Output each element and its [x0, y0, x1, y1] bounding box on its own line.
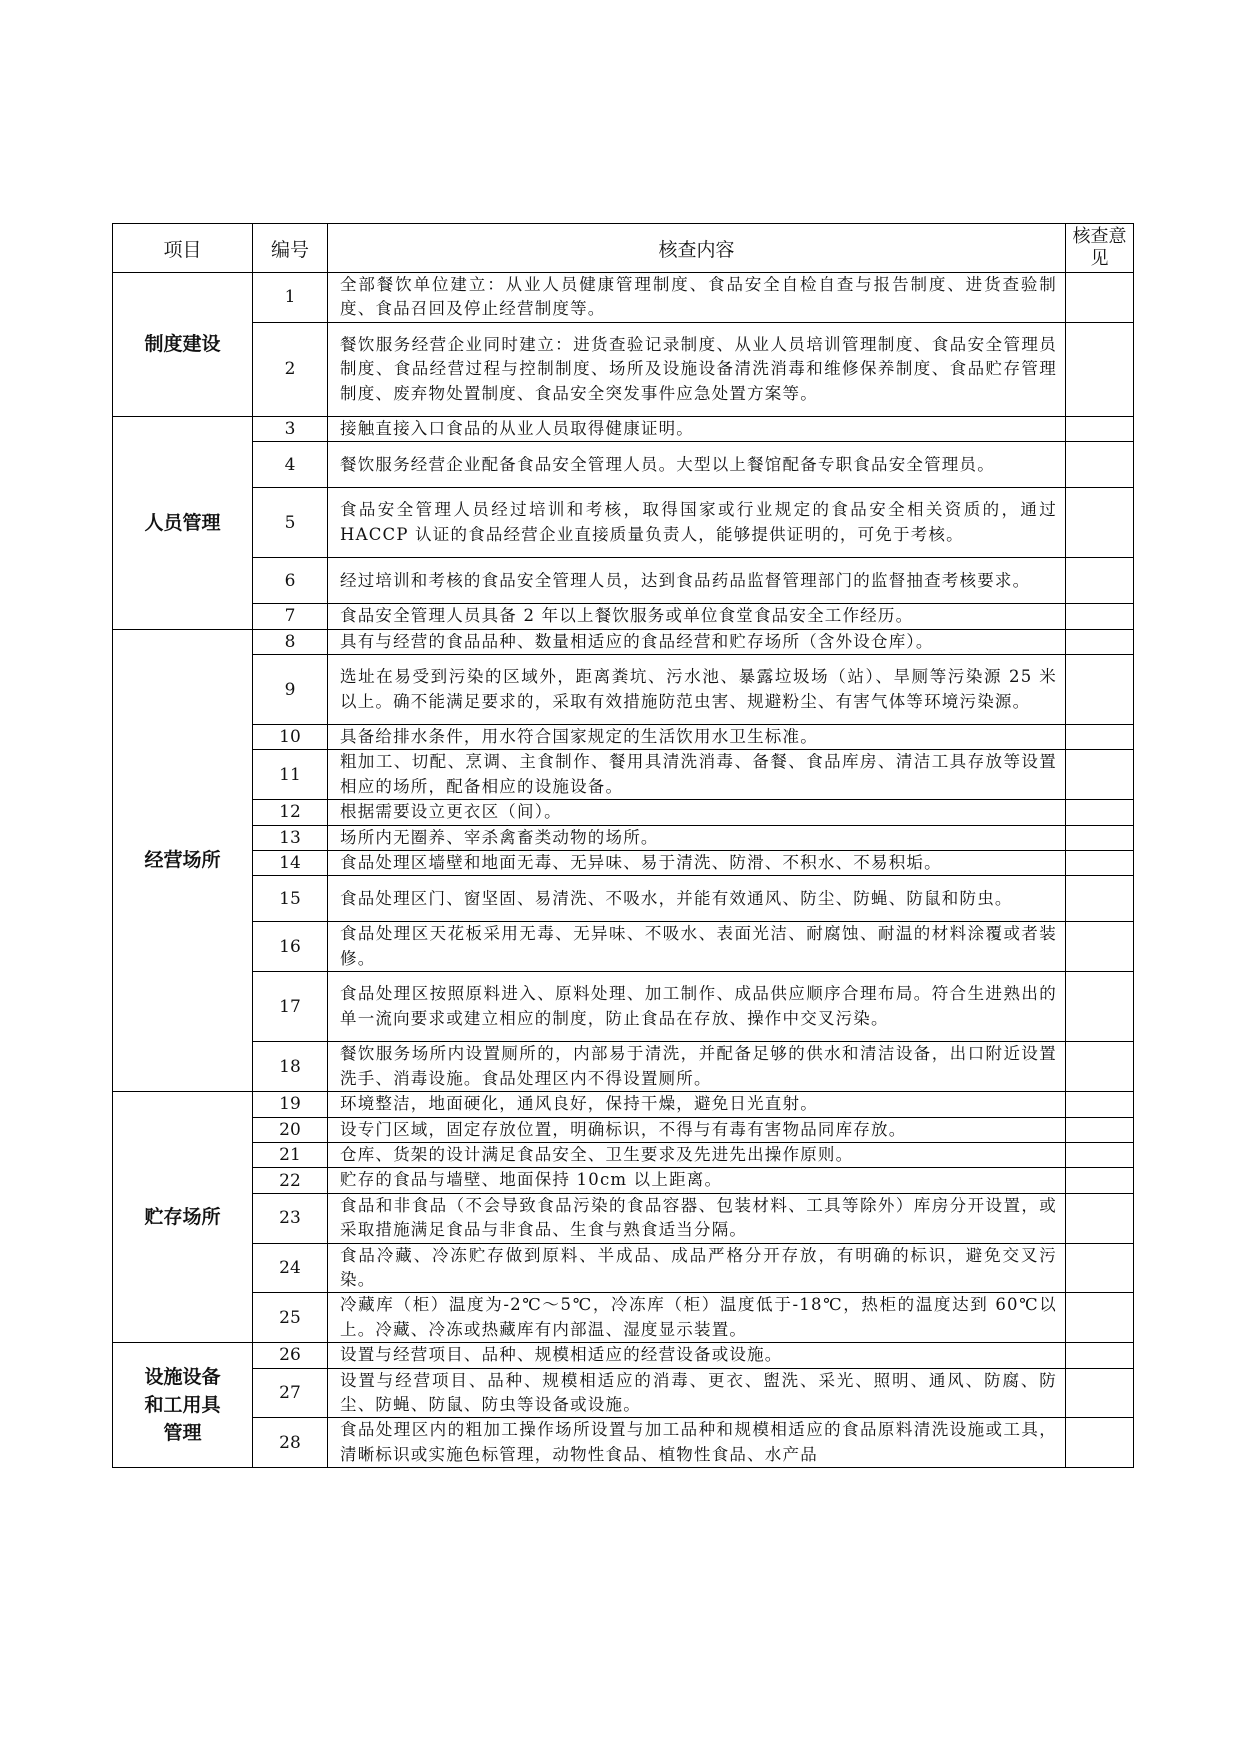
table-row: [113, 972, 1134, 1042]
category-label: 经营场所: [144, 849, 221, 872]
item-content: 经过培训和考核的食品安全管理人员，达到食品药品监督管理部门的监督抽查考核要求。: [328, 558, 1066, 604]
opinion-cell[interactable]: [1066, 273, 1134, 323]
item-number: 23: [253, 1193, 328, 1243]
table-row: [113, 922, 1134, 972]
opinion-cell[interactable]: [1066, 1117, 1134, 1142]
table-row: [113, 750, 1134, 800]
item-number: 2: [253, 322, 328, 416]
item-content: 接触直接入口食品的从业人员取得健康证明。: [328, 416, 1066, 441]
category-label: 人员管理: [144, 511, 221, 534]
item-number: 20: [253, 1117, 328, 1142]
item-content: 粗加工、切配、烹调、主食制作、餐用具清洗消毒、备餐、食品库房、清洁工具存放等设置相应的场所，配备相应的设施设备。: [328, 750, 1066, 800]
item-number: 19: [253, 1092, 328, 1117]
table-row: [113, 1243, 1134, 1293]
opinion-cell[interactable]: [1066, 1042, 1134, 1092]
item-content: 餐饮服务经营企业配备食品安全管理人员。大型以上餐馆配备专职食品安全管理员。: [328, 442, 1066, 488]
item-number: 22: [253, 1168, 328, 1193]
opinion-cell[interactable]: [1066, 725, 1134, 750]
item-content: 具有与经营的食品品种、数量相适应的食品经营和贮存场所（含外设仓库）。: [328, 629, 1066, 654]
item-number: 16: [253, 922, 328, 972]
opinion-cell[interactable]: [1066, 629, 1134, 654]
opinion-cell[interactable]: [1066, 1293, 1134, 1343]
item-content: 食品冷藏、冷冻贮存做到原料、半成品、成品严格分开存放，有明确的标识，避免交叉污染。: [328, 1243, 1066, 1293]
opinion-cell[interactable]: [1066, 1368, 1134, 1418]
table-row: [113, 655, 1134, 725]
item-number: 24: [253, 1243, 328, 1293]
header-opinion: 核查意见: [1066, 224, 1134, 273]
table-row: [113, 825, 1134, 850]
table-header-row: [113, 224, 1134, 273]
header-project: 项目: [113, 224, 253, 273]
table-row: [113, 604, 1134, 629]
table-row: [113, 1343, 1134, 1368]
header-content: 核查内容: [328, 224, 1066, 273]
item-number: 7: [253, 604, 328, 629]
item-number: 21: [253, 1142, 328, 1167]
item-content: 具备给排水条件，用水符合国家规定的生活饮用水卫生标准。: [328, 725, 1066, 750]
item-number: 10: [253, 725, 328, 750]
item-number: 4: [253, 442, 328, 488]
table-row: [113, 442, 1134, 488]
item-content: 场所内无圈养、宰杀禽畜类动物的场所。: [328, 825, 1066, 850]
item-content: 设置与经营项目、品种、规模相适应的经营设备或设施。: [328, 1343, 1066, 1368]
table-row: [113, 629, 1134, 654]
opinion-cell[interactable]: [1066, 604, 1134, 629]
item-number: 18: [253, 1042, 328, 1092]
table-row: [113, 1168, 1134, 1193]
item-number: 13: [253, 825, 328, 850]
category-label: 设施设备和工用具管理: [144, 1366, 221, 1445]
item-content: 食品处理区按照原料进入、原料处理、加工制作、成品供应顺序合理布局。符合生进熟出的单一流向要求或建立相应的制度，防止食品在存放、操作中交叉污染。: [328, 972, 1066, 1042]
opinion-cell[interactable]: [1066, 1092, 1134, 1117]
table-row: [113, 1418, 1134, 1468]
table-row: [113, 725, 1134, 750]
item-number: 5: [253, 488, 328, 558]
table-row: [113, 1193, 1134, 1243]
opinion-cell[interactable]: [1066, 1243, 1134, 1293]
table-row: [113, 322, 1134, 416]
opinion-cell[interactable]: [1066, 750, 1134, 800]
item-number: 1: [253, 273, 328, 323]
item-content: 食品处理区内的粗加工操作场所设置与加工品种和规模相适应的食品原料清洗设施或工具，清晰标识或实施色标管理，动物性食品、植物性食品、水产品: [328, 1418, 1066, 1468]
table-body: [113, 273, 1134, 1468]
category-storage: [113, 1092, 253, 1343]
table-row: [113, 876, 1134, 922]
inspection-checklist-table: [112, 223, 1134, 1468]
table-row: [113, 558, 1134, 604]
category-label: 贮存场所: [144, 1206, 221, 1229]
item-content: 餐饮服务场所内设置厕所的，内部易于清洗，并配备足够的供水和清洁设备，出口附近设置洗手、消毒设施。食品处理区内不得设置厕所。: [328, 1042, 1066, 1092]
category-system: [113, 273, 253, 417]
item-number: 26: [253, 1343, 328, 1368]
opinion-cell[interactable]: [1066, 416, 1134, 441]
opinion-cell[interactable]: [1066, 1343, 1134, 1368]
table-row: [113, 1142, 1134, 1167]
item-content: 食品处理区墙壁和地面无毒、无异味、易于清洗、防滑、不积水、不易积垢。: [328, 851, 1066, 876]
item-number: 25: [253, 1293, 328, 1343]
item-number: 6: [253, 558, 328, 604]
item-content: 选址在易受到污染的区域外，距离粪坑、污水池、暴露垃圾场（站）、旱厕等污染源 25 米以上。确不能满足要求的，采取有效措施防范虫害、规避粉尘、有害气体等环境污染源。: [328, 655, 1066, 725]
item-content: 设置与经营项目、品种、规模相适应的消毒、更衣、盥洗、采光、照明、通风、防腐、防尘、防蝇、防鼠、防虫等设备或设施。: [328, 1368, 1066, 1418]
category-label: 制度建设: [144, 333, 221, 356]
category-facilities: [113, 1343, 253, 1468]
category-personnel: [113, 416, 253, 629]
item-number: 8: [253, 629, 328, 654]
opinion-cell[interactable]: [1066, 1418, 1134, 1468]
opinion-cell[interactable]: [1066, 1193, 1134, 1243]
table-row: [113, 273, 1134, 323]
item-number: 3: [253, 416, 328, 441]
table-row: [113, 1092, 1134, 1117]
item-number: 9: [253, 655, 328, 725]
item-number: 12: [253, 800, 328, 825]
item-number: 15: [253, 876, 328, 922]
opinion-cell[interactable]: [1066, 800, 1134, 825]
item-number: 17: [253, 972, 328, 1042]
item-content: 食品处理区天花板采用无毒、无异味、不吸水、表面光洁、耐腐蚀、耐温的材料涂覆或者装修。: [328, 922, 1066, 972]
table-row: [113, 1293, 1134, 1343]
item-number: 14: [253, 851, 328, 876]
table-row: [113, 1368, 1134, 1418]
item-content: 食品和非食品（不会导致食品污染的食品容器、包装材料、工具等除外）库房分开设置，或采取措施满足食品与非食品、生食与熟食适当分隔。: [328, 1193, 1066, 1243]
item-content: 贮存的食品与墙壁、地面保持 10cm 以上距离。: [328, 1168, 1066, 1193]
item-content: 仓库、货架的设计满足食品安全、卫生要求及先进先出操作原则。: [328, 1142, 1066, 1167]
opinion-cell[interactable]: [1066, 1168, 1134, 1193]
item-content: 食品处理区门、窗坚固、易清洗、不吸水，并能有效通风、防尘、防蝇、防鼠和防虫。: [328, 876, 1066, 922]
table-row: [113, 1042, 1134, 1092]
item-content: 冷藏库（柜）温度为-2℃～5℃，冷冻库（柜）温度低于-18℃，热柜的温度达到 60℃以上。冷藏、冷冻或热藏库有内部温、湿度显示装置。: [328, 1293, 1066, 1343]
item-content: 根据需要设立更衣区（间）。: [328, 800, 1066, 825]
item-content: 环境整洁，地面硬化，通风良好，保持干燥，避免日光直射。: [328, 1092, 1066, 1117]
opinion-cell[interactable]: [1066, 851, 1134, 876]
opinion-cell[interactable]: [1066, 655, 1134, 725]
item-content: 食品安全管理人员具备 2 年以上餐饮服务或单位食堂食品安全工作经历。: [328, 604, 1066, 629]
opinion-cell[interactable]: [1066, 825, 1134, 850]
table-row: [113, 851, 1134, 876]
item-number: 28: [253, 1418, 328, 1468]
table-row: [113, 488, 1134, 558]
opinion-cell[interactable]: [1066, 442, 1134, 488]
item-content: 餐饮服务经营企业同时建立：进货查验记录制度、从业人员培训管理制度、食品安全管理员制度、食品经营过程与控制制度、场所及设施设备清洗消毒和维修保养制度、食品贮存管理制度、废弃物处置制度、食品安全突发事件应急处置方案等。: [328, 322, 1066, 416]
item-content: 食品安全管理人员经过培训和考核，取得国家或行业规定的食品安全相关资质的，通过 HACCP 认证的食品经营企业直接质量负责人，能够提供证明的，可免于考核。: [328, 488, 1066, 558]
opinion-cell[interactable]: [1066, 876, 1134, 922]
table-row: [113, 1117, 1134, 1142]
item-content: 设专门区域，固定存放位置，明确标识，不得与有毒有害物品同库存放。: [328, 1117, 1066, 1142]
opinion-cell[interactable]: [1066, 972, 1134, 1042]
table-row: [113, 800, 1134, 825]
item-number: 27: [253, 1368, 328, 1418]
category-premises: [113, 629, 253, 1091]
opinion-cell[interactable]: [1066, 558, 1134, 604]
opinion-cell[interactable]: [1066, 488, 1134, 558]
opinion-cell[interactable]: [1066, 1142, 1134, 1167]
opinion-cell[interactable]: [1066, 322, 1134, 416]
table-row: [113, 416, 1134, 441]
item-number: 11: [253, 750, 328, 800]
opinion-cell[interactable]: [1066, 922, 1134, 972]
header-number: 编号: [253, 224, 328, 273]
item-content: 全部餐饮单位建立：从业人员健康管理制度、食品安全自检自查与报告制度、进货查验制度、食品召回及停止经营制度等。: [328, 273, 1066, 323]
